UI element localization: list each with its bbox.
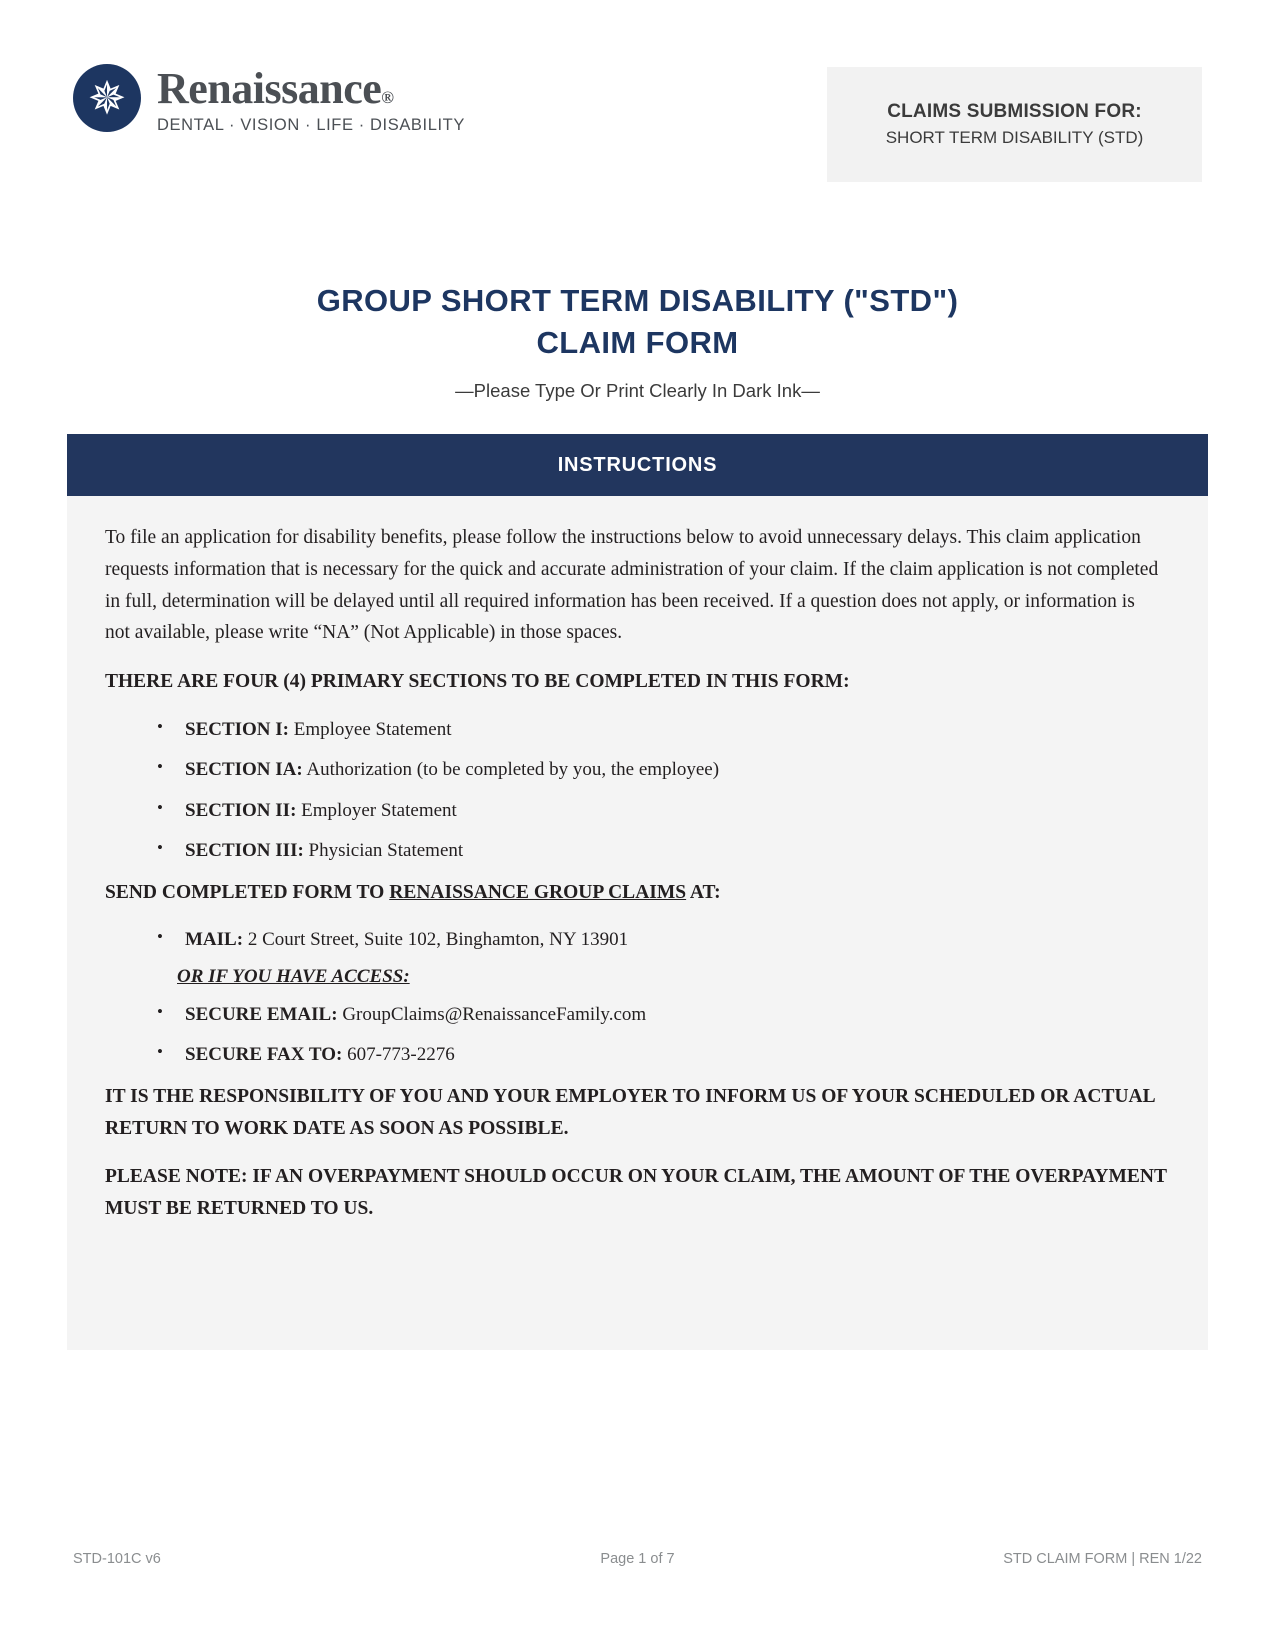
secure-email-address: GroupClaims@RenaissanceFamily.com	[337, 1003, 647, 1025]
section-text: Authorization (to be completed by you, the employee)	[302, 759, 720, 781]
list-item	[185, 715, 1168, 744]
send-completed-form-line	[105, 877, 1168, 909]
claims-submission-title: CLAIMS SUBMISSION FOR:	[887, 101, 1142, 122]
registered-mark: ®	[381, 88, 394, 107]
page-header	[73, 62, 1202, 187]
mail-label: MAIL:	[185, 929, 244, 951]
brand-name-text: Renaissance	[157, 64, 382, 113]
send-recipient: RENAISSANCE GROUP CLAIMS	[389, 881, 687, 903]
instructions-band	[67, 434, 1208, 496]
overpayment-notice: PLEASE NOTE: IF AN OVERPAYMENT SHOULD OCCUR ON YOUR CLAIM, THE AMOUNT OF THE OVERPAYMENT MUST BE RETURNED TO US.	[105, 1166, 1167, 1220]
footer-page-number: Page 1 of 7	[600, 1551, 675, 1567]
secure-fax-label: SECURE FAX TO:	[185, 1044, 343, 1066]
section-label: SECTION IA:	[185, 759, 303, 781]
claims-submission-subtitle: SHORT TERM DISABILITY (STD)	[885, 128, 1144, 147]
access-note: OR IF YOU HAVE ACCESS:	[177, 965, 410, 987]
secure-email-label: SECURE EMAIL:	[185, 1003, 338, 1025]
responsibility-notice: IT IS THE RESPONSIBILITY OF YOU AND YOUR EMPLOYER TO INFORM US OF YOUR SCHEDULED OR ACTUAL RETURN TO WORK DATE AS SOON AS POSSIBLE.	[105, 1085, 1155, 1139]
starburst-icon	[73, 64, 141, 132]
electronic-submission-list	[105, 1000, 1168, 1070]
sections-heading: THERE ARE FOUR (4) PRIMARY SECTIONS TO BE COMPLETED IN THIS FORM:	[105, 671, 850, 693]
page-title	[73, 280, 1202, 364]
claims-submission-box	[827, 67, 1202, 182]
brand-tagline: DENTAL · VISION · LIFE · DISABILITY	[157, 116, 465, 135]
list-item	[185, 836, 1168, 865]
list-item	[185, 1040, 1168, 1069]
instructions-intro: To file an application for disability benefits, please follow the instructions below to avoid unnecessary delays. This claim application requests information that is necessary for the quick and accurate administration of your claim. If the claim application is not completed in full, determination will be delayed until all required information has been received. If a question does not apply, or information is not available, please write “NA” (Not Applicable) in those spaces.	[105, 527, 1159, 644]
section-text: Physician Statement	[303, 840, 464, 862]
instructions-panel	[67, 496, 1208, 1350]
section-label: SECTION I:	[185, 718, 289, 740]
instructions-band-label: INSTRUCTIONS	[557, 453, 718, 476]
brand-wordmark	[157, 62, 465, 135]
list-item	[185, 755, 1168, 784]
page-title-line1: GROUP SHORT TERM DISABILITY ("STD")	[316, 283, 959, 318]
page-subtitle: —Please Type Or Print Clearly In Dark Ink—	[455, 379, 820, 401]
brand-logo	[73, 62, 465, 135]
page-footer	[73, 1551, 1202, 1571]
section-label: SECTION II:	[185, 799, 297, 821]
footer-form-code: STD-101C v6	[73, 1551, 161, 1567]
section-text: Employee Statement	[289, 718, 452, 740]
starburst-glyph: ✵	[87, 71, 127, 125]
brand-name	[157, 66, 465, 112]
secure-fax-number: 607-773-2276	[342, 1044, 455, 1066]
send-prefix: SEND COMPLETED FORM TO	[105, 881, 390, 903]
page-title-line2: CLAIM FORM	[536, 324, 739, 360]
send-suffix: AT:	[686, 881, 721, 903]
mail-list	[105, 925, 1168, 954]
section-label: SECTION III:	[185, 840, 304, 862]
mail-address: 2 Court Street, Suite 102, Binghamton, NY 13901	[243, 929, 629, 951]
footer-form-name: STD CLAIM FORM | REN 1/22	[1003, 1551, 1202, 1567]
list-item	[185, 925, 1168, 954]
list-item	[185, 1000, 1168, 1029]
page-title-block	[73, 280, 1202, 402]
section-text: Employer Statement	[296, 799, 457, 821]
list-item	[185, 796, 1168, 825]
sections-list	[105, 715, 1168, 866]
